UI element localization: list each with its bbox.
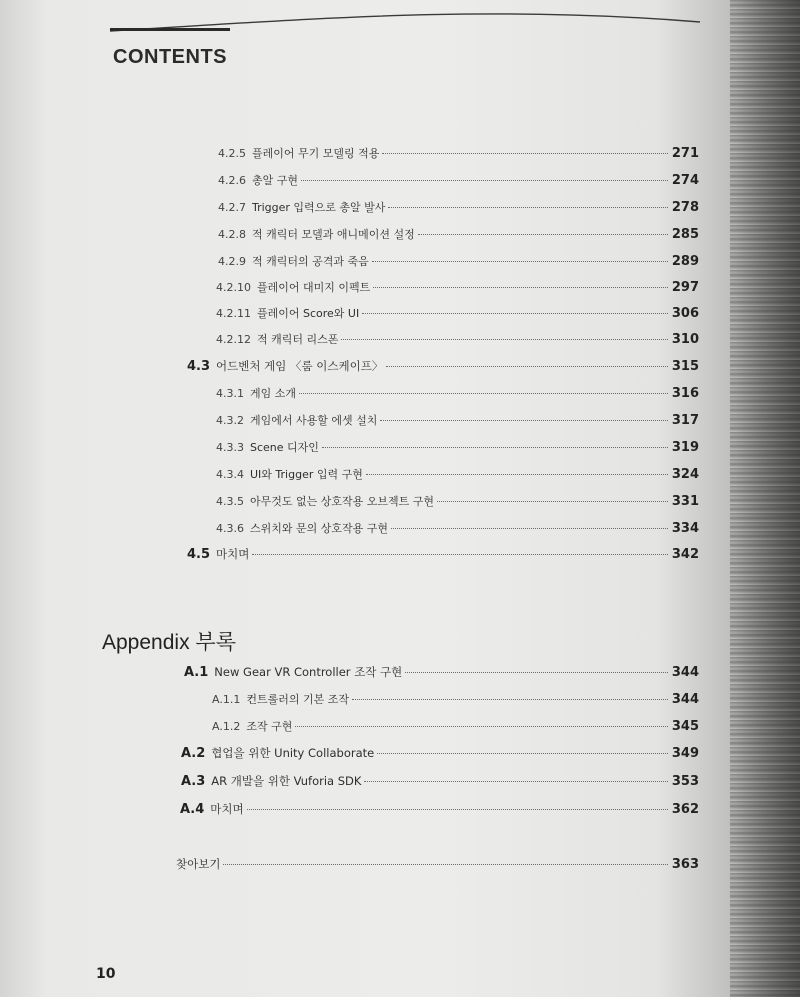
- toc-section-title: 마치며: [216, 547, 250, 561]
- dot-leader: [252, 554, 668, 555]
- appendix-entry-page: 345: [671, 719, 699, 734]
- appendix-section-page: 349: [671, 746, 699, 761]
- dot-leader: [364, 781, 668, 782]
- dot-leader: [295, 726, 668, 727]
- index-title: 찾아보기: [176, 857, 221, 871]
- appendix-section-number: A.3: [181, 774, 206, 789]
- index-page: 363: [671, 857, 699, 872]
- toc-entry: [216, 520, 699, 536]
- toc-entry: [216, 412, 699, 428]
- dot-leader: [341, 339, 668, 340]
- toc-entry: [218, 253, 699, 269]
- toc-section-page: 315: [671, 359, 699, 374]
- appendix-section-title: AR 개발을 위한 Vuforia SDK: [211, 774, 362, 788]
- dot-leader: [301, 180, 668, 181]
- toc-entry-number: 4.2.9: [218, 255, 246, 268]
- appendix-entry-page: 344: [671, 692, 699, 707]
- toc-entry: [216, 466, 699, 482]
- toc-entry: [216, 385, 699, 401]
- toc-entry-page: 306: [671, 306, 699, 321]
- dot-leader: [388, 207, 668, 208]
- dot-leader: [372, 261, 668, 262]
- appendix-entry-title: 조작 구현: [246, 720, 293, 733]
- toc-entry-number: 4.2.7: [218, 201, 246, 214]
- appendix-section: [181, 745, 699, 761]
- appendix-section-page: 344: [671, 665, 699, 680]
- dot-leader: [352, 699, 668, 700]
- toc-entry-number: 4.3.5: [216, 495, 244, 508]
- toc-entry-title: 플레이어 대미지 이펙트: [257, 281, 371, 294]
- appendix-section-title: 마치며: [210, 802, 244, 816]
- appendix-section-number: A.2: [181, 746, 206, 761]
- toc-entry-page: 331: [671, 494, 699, 509]
- toc-entry-page: 324: [671, 467, 699, 482]
- toc-entry: [216, 305, 699, 321]
- appendix-section-number: A.1: [184, 665, 209, 680]
- appendix-heading: Appendix 부록: [102, 631, 236, 654]
- appendix-section: [181, 773, 699, 789]
- toc-entry: [216, 279, 699, 295]
- toc-entry-page: 274: [671, 173, 699, 188]
- toc-entry-title: 게임 소개: [250, 387, 297, 400]
- dot-leader: [386, 366, 668, 367]
- toc-entry: [216, 331, 699, 347]
- appendix-section-page: 362: [671, 802, 699, 817]
- page-number: 10: [96, 966, 116, 982]
- toc-entry-number: 4.3.6: [216, 522, 244, 535]
- dot-leader: [437, 501, 668, 502]
- toc-entry-title: 게임에서 사용할 에셋 설치: [250, 414, 378, 427]
- toc-entry: [218, 172, 699, 188]
- toc-entry-title: 적 캐릭터 모델과 애니메이션 설정: [252, 228, 415, 241]
- header-curve-line: [0, 0, 800, 40]
- toc-section-number: 4.3: [187, 359, 211, 374]
- dot-leader: [405, 672, 668, 673]
- toc-section-number: 4.5: [187, 547, 211, 562]
- dot-leader: [366, 474, 668, 475]
- appendix-section-title: New Gear VR Controller 조작 구현: [214, 665, 403, 679]
- toc-entry-title: Trigger 입력으로 총알 발사: [252, 201, 386, 214]
- toc-entry-page: 278: [671, 200, 699, 215]
- page-title: CONTENTS: [113, 46, 227, 68]
- appendix-entry: [212, 691, 699, 707]
- dot-leader: [382, 153, 668, 154]
- dot-leader: [418, 234, 668, 235]
- appendix-entry-number: A.1.1: [212, 693, 241, 706]
- toc-entry-title: 아무것도 없는 상호작용 오브젝트 구현: [250, 495, 435, 508]
- toc-entry-title: 스위치와 문의 상호작용 구현: [250, 522, 389, 535]
- appendix-section: [184, 664, 699, 680]
- toc-entry-page: 285: [671, 227, 699, 242]
- toc-entry: [218, 145, 699, 161]
- appendix-section-page: 353: [671, 774, 699, 789]
- toc-entry-title: UI와 Trigger 입력 구현: [250, 468, 363, 481]
- appendix-entry: [212, 718, 699, 734]
- toc-entry-title: Scene 디자인: [250, 441, 319, 454]
- dot-leader: [377, 753, 668, 754]
- header-rule: [110, 28, 230, 31]
- dot-leader: [373, 287, 668, 288]
- toc-entry-number: 4.2.6: [218, 174, 246, 187]
- toc-entry-number: 4.2.12: [216, 333, 251, 346]
- toc-entry-page: 317: [671, 413, 699, 428]
- toc-entry: [218, 199, 699, 215]
- toc-entry-title: 플레이어 Score와 UI: [257, 307, 360, 320]
- dot-leader: [380, 420, 668, 421]
- toc-entry-number: 4.3.3: [216, 441, 244, 454]
- dot-leader: [247, 809, 668, 810]
- toc-entry-page: 297: [671, 280, 699, 295]
- toc-entry-number: 4.2.5: [218, 147, 246, 160]
- toc-entry-page: 316: [671, 386, 699, 401]
- toc-entry: [216, 493, 699, 509]
- toc-entry-title: 총알 구현: [252, 174, 299, 187]
- appendix-entry-title: 컨트롤러의 기본 조작: [246, 693, 349, 706]
- appendix-section-title: 협업을 위한 Unity Collaborate: [211, 746, 375, 760]
- appendix-entry-number: A.1.2: [212, 720, 241, 733]
- toc-section: [187, 358, 699, 374]
- appendix-section-number: A.4: [180, 802, 205, 817]
- toc-entry-page: 319: [671, 440, 699, 455]
- toc-section-page: 342: [671, 547, 699, 562]
- toc-entry-page: 310: [671, 332, 699, 347]
- page-edge-shadow: [730, 0, 800, 997]
- toc-entry: [218, 226, 699, 242]
- dot-leader: [322, 447, 668, 448]
- toc-entry-page: 289: [671, 254, 699, 269]
- toc-entry-number: 4.3.1: [216, 387, 244, 400]
- toc-entry: [216, 439, 699, 455]
- dot-leader: [223, 864, 668, 865]
- toc-entry-number: 4.2.11: [216, 307, 251, 320]
- appendix-section: [180, 801, 699, 817]
- toc-entry-number: 4.2.8: [218, 228, 246, 241]
- toc-entry-page: 334: [671, 521, 699, 536]
- dot-leader: [391, 528, 668, 529]
- dot-leader: [362, 313, 668, 314]
- toc-entry-number: 4.3.2: [216, 414, 244, 427]
- toc-entry-page: 271: [671, 146, 699, 161]
- toc-entry-number: 4.3.4: [216, 468, 244, 481]
- toc-entry-title: 적 캐릭터의 공격과 죽음: [252, 255, 369, 268]
- index-entry: [176, 856, 699, 872]
- toc-section: [187, 546, 699, 562]
- toc-entry-title: 플레이어 무기 모델링 적용: [252, 147, 380, 160]
- toc-section-title: 어드벤처 게임 〈룸 이스케이프〉: [216, 359, 384, 373]
- dot-leader: [299, 393, 668, 394]
- toc-entry-title: 적 캐릭터 리스폰: [257, 333, 339, 346]
- toc-entry-number: 4.2.10: [216, 281, 251, 294]
